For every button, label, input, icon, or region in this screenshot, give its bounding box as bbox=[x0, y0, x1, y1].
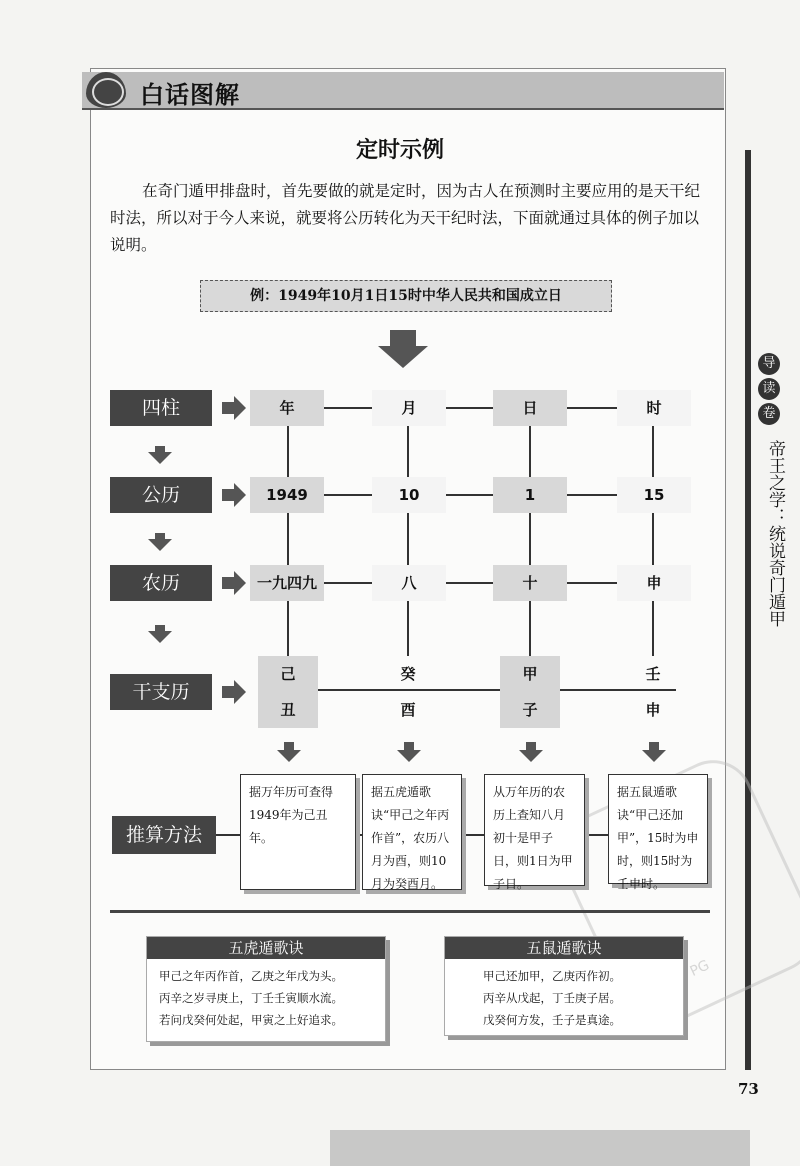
watermark-stamp: PG bbox=[546, 747, 800, 1039]
stem-day: 甲 bbox=[500, 656, 560, 692]
rhyme-line: 丙辛从戊起，丁壬庚子居。 bbox=[483, 991, 621, 1005]
cell-hour: 时 bbox=[617, 390, 691, 426]
cell-gregorian-hour: 15 bbox=[617, 477, 691, 513]
row-label-lunar: 农历 bbox=[110, 565, 212, 601]
rhyme-box-rat bbox=[444, 936, 684, 1036]
stem-hour: 壬 bbox=[645, 665, 661, 683]
method-box-hour: 据五鼠遁歌诀“甲己还加甲”，15时为申时，则15时为壬申时。 bbox=[608, 774, 708, 884]
branch-year: 丑 bbox=[258, 692, 318, 728]
cell-year: 年 bbox=[250, 390, 324, 426]
branch-hour: 申 bbox=[645, 701, 661, 719]
branch-month: 酉 bbox=[400, 701, 416, 719]
stem-year: 己 bbox=[258, 656, 318, 692]
side-badge: 导 bbox=[758, 353, 780, 375]
cell-lunar-day: 十 bbox=[493, 565, 567, 601]
method-label: 推算方法 bbox=[112, 816, 216, 854]
intro-paragraph: 在奇门遁甲排盘时，首先要做的就是定时，因为古人在预测时主要应用的是天干纪时法，所以对于今人来说，就要将公历转化为天干纪时法，下面就通过具体的例子加以说明。 bbox=[110, 182, 701, 254]
down-arrow-icon bbox=[378, 330, 428, 368]
rhyme-line: 若问戊癸何处起，甲寅之上好追求。 bbox=[159, 1013, 343, 1027]
rhyme-line: 丙辛之岁寻庚上，丁壬壬寅顺水流。 bbox=[159, 991, 343, 1005]
rhyme-line: 甲己还加甲，乙庚丙作初。 bbox=[483, 969, 621, 983]
side-chapter-title: 帝王之学：统说奇门遁甲 bbox=[765, 440, 785, 627]
cell-gregorian-month: 10 bbox=[372, 477, 446, 513]
rhyme-line: 戊癸何方发，壬子是真途。 bbox=[483, 1013, 621, 1027]
scan-artifact-band bbox=[330, 1130, 750, 1166]
side-badge: 卷 bbox=[758, 403, 780, 425]
row-label-pillars: 四柱 bbox=[110, 390, 212, 426]
method-box-year: 据万年历可查得1949年为己丑年。 bbox=[240, 774, 356, 890]
cell-gregorian-year: 1949 bbox=[250, 477, 324, 513]
rhyme-box-tiger bbox=[146, 936, 386, 1042]
cell-month: 月 bbox=[372, 390, 446, 426]
method-box-day: 从万年历的农历上查知八月初十是甲子日，则1日为甲子日。 bbox=[484, 774, 585, 886]
cell-lunar-year: 一九四九 bbox=[250, 565, 324, 601]
page-number: 73 bbox=[738, 1080, 759, 1098]
row-label-ganzhi: 干支历 bbox=[110, 674, 212, 710]
rhyme-title: 五鼠遁歌诀 bbox=[445, 937, 683, 959]
row-label-gregorian: 公历 bbox=[110, 477, 212, 513]
method-box-month: 据五虎遁歌诀“甲己之年丙作首”，农历八月为酉，则10月为癸酉月。 bbox=[362, 774, 462, 890]
section-divider bbox=[110, 910, 710, 913]
cell-gregorian-day: 1 bbox=[493, 477, 567, 513]
section-title: 定时示例 bbox=[356, 138, 445, 163]
rhyme-body bbox=[483, 965, 621, 1031]
example-banner: 例：1949年10月1日15时中华人民共和国成立日 bbox=[200, 280, 612, 312]
stem-month: 癸 bbox=[400, 665, 416, 683]
rhyme-title: 五虎遁歌诀 bbox=[147, 937, 385, 959]
cell-lunar-month: 八 bbox=[372, 565, 446, 601]
cell-lunar-hour: 申 bbox=[617, 565, 691, 601]
rhyme-body bbox=[159, 965, 343, 1031]
header-title: 白话图解 bbox=[140, 81, 240, 109]
rhyme-line: 甲己之年丙作首，乙庚之年戊为头。 bbox=[159, 969, 343, 983]
branch-day: 子 bbox=[500, 692, 560, 728]
side-badge: 读 bbox=[758, 378, 780, 400]
cell-day: 日 bbox=[493, 390, 567, 426]
